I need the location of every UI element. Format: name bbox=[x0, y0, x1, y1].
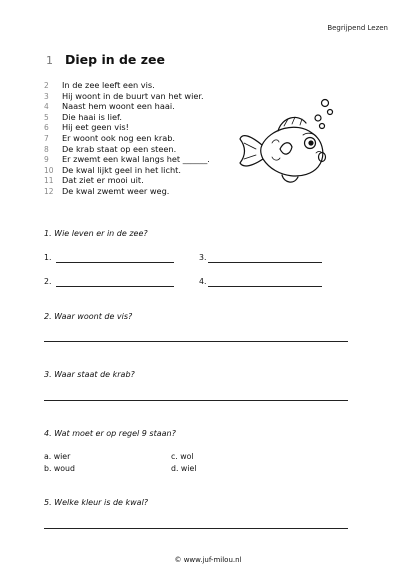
story-line bbox=[44, 112, 210, 123]
question-2: 2. Waar woont de vis? bbox=[44, 312, 133, 321]
answer-4-label: 4. bbox=[199, 277, 207, 286]
story-line bbox=[44, 154, 210, 165]
story-line bbox=[44, 133, 210, 144]
story-line bbox=[44, 165, 210, 176]
option-c[interactable]: c. wol bbox=[171, 452, 194, 461]
story-line bbox=[44, 144, 210, 155]
line-text: Naast hem woont een haai. bbox=[62, 101, 175, 112]
line-number: 9 bbox=[44, 155, 49, 165]
bubble-icon bbox=[315, 115, 321, 121]
answer-line[interactable] bbox=[44, 400, 348, 401]
answer-line[interactable] bbox=[44, 528, 348, 529]
story-line bbox=[44, 186, 210, 197]
line-number: 5 bbox=[44, 112, 49, 122]
answer-3-label: 3. bbox=[199, 253, 207, 262]
option-b[interactable]: b. woud bbox=[44, 464, 75, 473]
line-text: Hij woont in de buurt van het wier. bbox=[62, 90, 204, 101]
line-number: 8 bbox=[44, 144, 49, 154]
option-a[interactable]: a. wier bbox=[44, 452, 71, 461]
story-text bbox=[44, 80, 210, 197]
line-number: 6 bbox=[44, 123, 49, 133]
question-1: 1. Wie leven er in de zee? bbox=[44, 229, 148, 238]
bubble-icon bbox=[322, 100, 329, 107]
line-text: Er woont ook nog een krab. bbox=[62, 132, 176, 143]
fish-illustration bbox=[232, 95, 342, 205]
line-number: 2 bbox=[44, 81, 49, 90]
line-number: 3 bbox=[44, 91, 49, 101]
story-line bbox=[44, 122, 210, 133]
page-title: Diep in de zee bbox=[65, 52, 165, 67]
line-number: 11 bbox=[44, 176, 54, 186]
answer-1-label: 1. bbox=[44, 253, 52, 262]
question-3: 3. Waar staat de krab? bbox=[44, 370, 135, 379]
line-number: 12 bbox=[44, 186, 54, 196]
line-text: De krab staat op een steen. bbox=[62, 143, 177, 154]
line-number: 4 bbox=[44, 102, 49, 112]
story-line bbox=[44, 101, 210, 112]
bubble-icon bbox=[320, 124, 325, 129]
line-text: De kwal lijkt geel in het licht. bbox=[62, 164, 181, 175]
title-line-number: 1 bbox=[46, 54, 53, 67]
answer-4-line[interactable] bbox=[208, 286, 322, 287]
line-text: In de zee leeft een vis. bbox=[62, 80, 155, 90]
line-text: Hij eet geen vis! bbox=[62, 122, 129, 133]
line-number: 7 bbox=[44, 133, 49, 143]
story-line bbox=[44, 175, 210, 186]
answer-1-line[interactable] bbox=[56, 262, 174, 263]
answer-line[interactable] bbox=[44, 341, 348, 342]
option-d[interactable]: d. wiel bbox=[171, 464, 197, 473]
question-4: 4. Wat moet er op regel 9 staan? bbox=[44, 429, 176, 438]
answer-2-label: 2. bbox=[44, 277, 52, 286]
line-text: Die haai is lief. bbox=[62, 111, 122, 122]
question-5: 5. Welke kleur is de kwal? bbox=[44, 498, 149, 507]
line-text: Er zwemt een kwal langs het ______. bbox=[62, 154, 210, 165]
header-label: Begrijpend Lezen bbox=[327, 24, 388, 32]
answer-3-line[interactable] bbox=[208, 262, 322, 263]
line-number: 10 bbox=[44, 165, 54, 175]
story-line bbox=[44, 91, 210, 102]
footer-copyright: © www.juf-milou.nl bbox=[174, 556, 242, 564]
bubble-icon bbox=[328, 110, 333, 115]
line-text: De kwal zwemt weer weg. bbox=[62, 185, 170, 196]
line-text: Dat ziet er mooi uit. bbox=[62, 175, 144, 186]
answer-2-line[interactable] bbox=[56, 286, 174, 287]
story-line bbox=[44, 80, 210, 91]
